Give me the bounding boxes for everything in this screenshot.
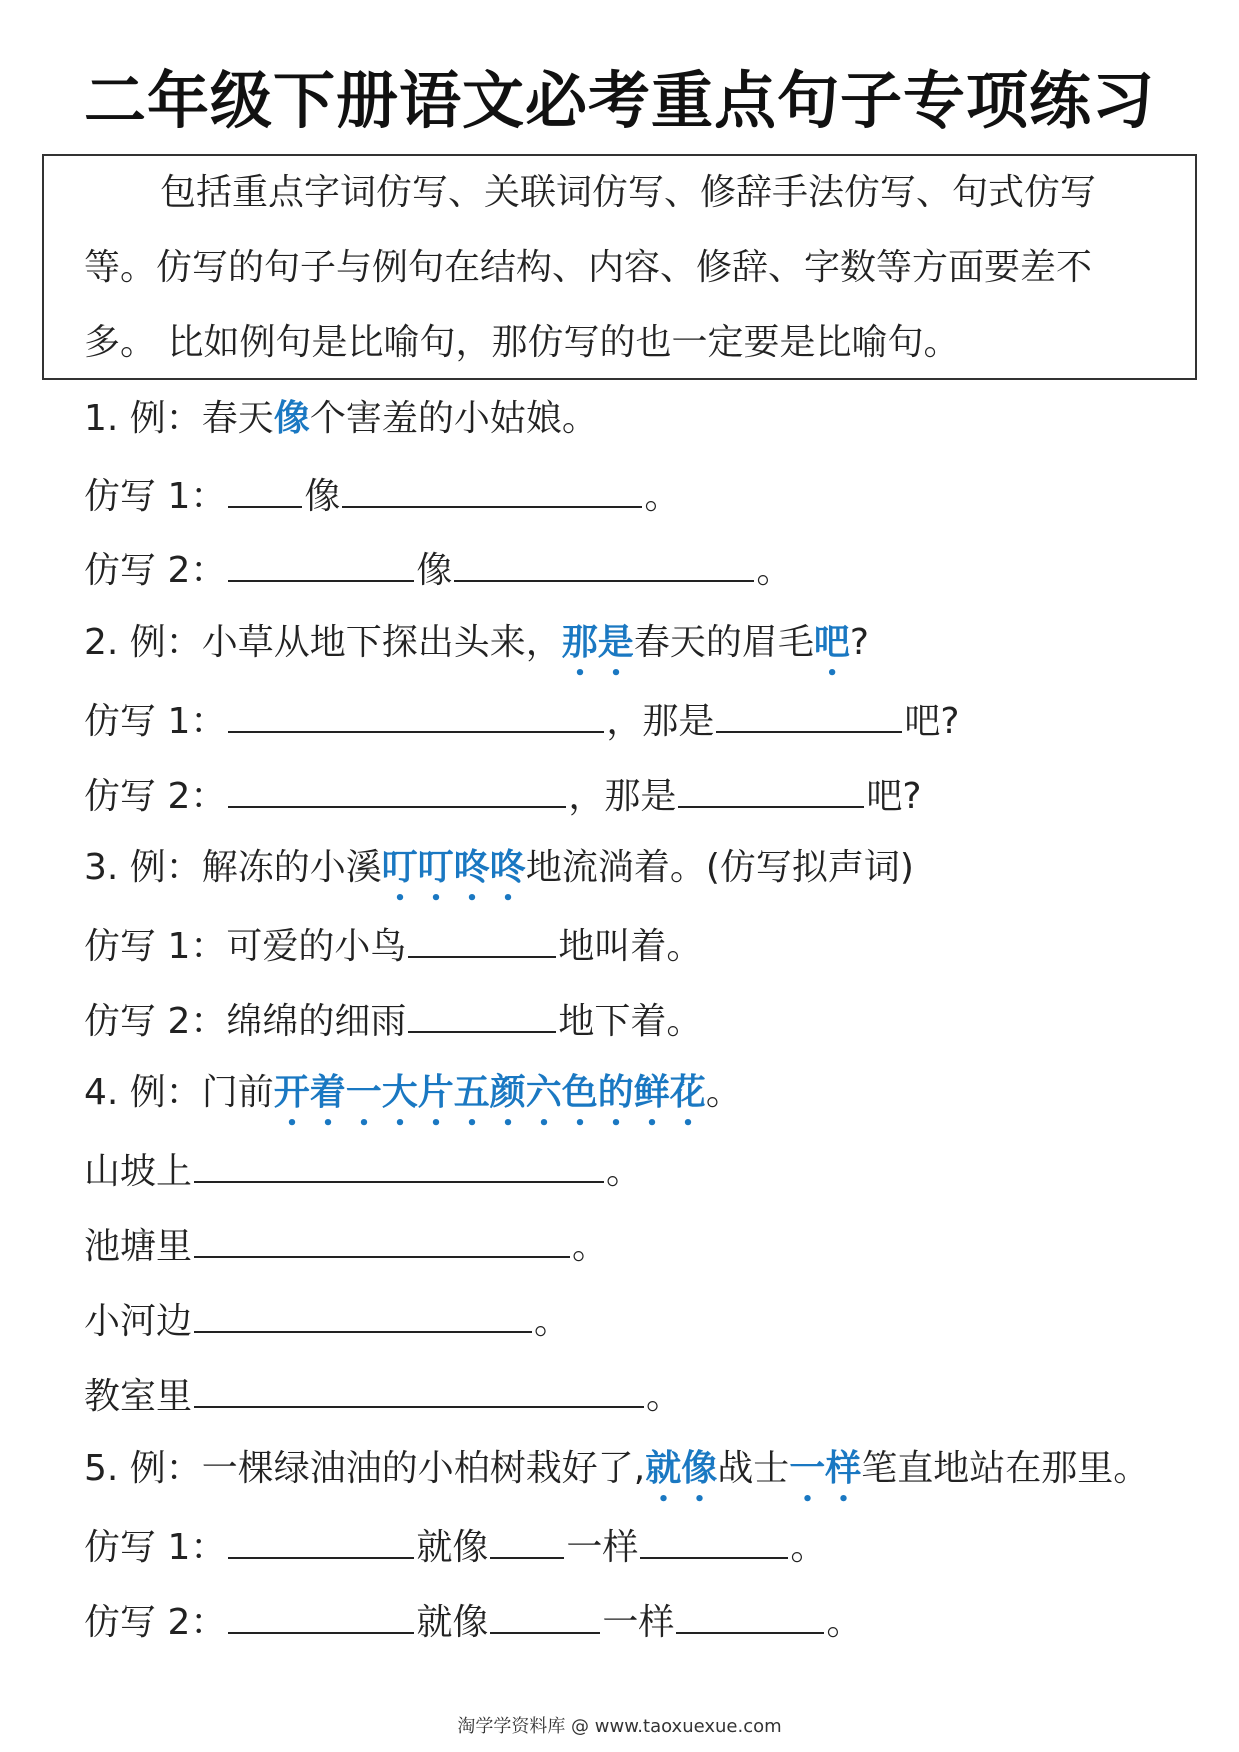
- answer-blank[interactable]: [228, 770, 566, 808]
- answer-blank[interactable]: [408, 920, 556, 958]
- q2-highlight-2: 吧: [813, 622, 850, 663]
- question-3: [84, 845, 914, 909]
- q4-line-end: 。: [534, 1301, 571, 1342]
- answer-blank[interactable]: [228, 544, 414, 582]
- question-5: [84, 1446, 1149, 1510]
- page-title: 二年级下册语文必考重点句子专项练习: [83, 64, 1155, 137]
- q2-a1-label: 仿写 1：: [84, 701, 227, 742]
- q5-suffix: 笔直地站在那里。: [861, 1448, 1150, 1489]
- answer-blank[interactable]: [408, 995, 556, 1033]
- q1-a1-mid: 像: [304, 476, 341, 517]
- q4-line-label: 教室里: [84, 1376, 193, 1417]
- q5-a1-m1: 就像: [416, 1527, 489, 1568]
- q4-line-4: [84, 1370, 682, 1420]
- q4-line-label: 山坡上: [84, 1151, 193, 1192]
- q4-line-3: [84, 1295, 570, 1345]
- q4-highlight: 开着一大片五颜六色的鲜花: [273, 1072, 706, 1113]
- q2-suffix: ?: [849, 622, 869, 663]
- q4-line-1: [84, 1145, 642, 1195]
- q1-prefix: 1. 例：春天: [84, 398, 274, 439]
- intro-line-1: 包括重点字词仿写、关联词仿写、修辞手法仿写、句式仿写: [160, 172, 1097, 213]
- intro-line-2: 等。仿写的句子与例句在结构、内容、修辞、字数等方面要差不: [84, 247, 1093, 288]
- q5-middle: 战士: [717, 1448, 790, 1489]
- answer-blank[interactable]: [194, 1370, 644, 1408]
- q5-answer-2: [84, 1596, 862, 1646]
- answer-blank[interactable]: [228, 1596, 414, 1634]
- q2-answer-1: [84, 695, 959, 745]
- q5-highlight-1: 就像: [645, 1448, 718, 1489]
- answer-blank[interactable]: [194, 1220, 570, 1258]
- q4-line-end: 。: [646, 1376, 683, 1417]
- q5-prefix: 5. 例：一棵绿油油的小柏树栽好了,: [84, 1448, 646, 1489]
- q5-a2-m1: 就像: [416, 1602, 489, 1643]
- answer-blank[interactable]: [194, 1145, 604, 1183]
- q1-answer-1: [84, 470, 680, 520]
- q4-line-end: 。: [606, 1151, 643, 1192]
- answer-blank[interactable]: [228, 695, 604, 733]
- footer-watermark: 淘学学资料库 @ www.taoxuexue.com: [457, 1716, 782, 1737]
- q1-suffix: 个害羞的小姑娘。: [309, 398, 598, 439]
- answer-blank[interactable]: [676, 1596, 824, 1634]
- q1-highlight: 像: [273, 398, 310, 439]
- q5-highlight-2: 一样: [789, 1448, 862, 1489]
- q1-a1-end: 。: [644, 476, 681, 517]
- q4-prefix: 4. 例：门前: [84, 1072, 274, 1113]
- q2-a2-mid: ，那是: [568, 776, 677, 817]
- q5-a2-end: 。: [826, 1602, 863, 1643]
- q3-highlight: 叮叮咚咚: [381, 847, 526, 888]
- q1-answer-2: [84, 544, 792, 594]
- q4-line-label: 池塘里: [84, 1226, 193, 1267]
- q2-answer-2: [84, 770, 921, 820]
- answer-blank[interactable]: [194, 1295, 532, 1333]
- answer-blank[interactable]: [716, 695, 902, 733]
- q1-a2-label: 仿写 2：: [84, 550, 227, 591]
- q2-prefix: 2. 例：小草从地下探出头来，: [84, 622, 562, 663]
- q5-a2-label: 仿写 2：: [84, 1602, 227, 1643]
- q3-suffix: 地流淌着。(仿写拟声词): [525, 847, 914, 888]
- q2-a1-mid: ，那是: [606, 701, 715, 742]
- q3-a2-label: 仿写 2：绵绵的细雨: [84, 1001, 407, 1042]
- answer-blank[interactable]: [342, 470, 642, 508]
- intro-line-3: 多。 比如例句是比喻句，那仿写的也一定要是比喻句。: [84, 322, 960, 363]
- q2-a2-end: 吧?: [866, 776, 922, 817]
- answer-blank[interactable]: [228, 1521, 414, 1559]
- answer-blank[interactable]: [640, 1521, 788, 1559]
- q3-answer-1: [84, 920, 702, 970]
- q3-prefix: 3. 例：解冻的小溪: [84, 847, 382, 888]
- q3-a2-end: 地下着。: [558, 1001, 703, 1042]
- answer-blank[interactable]: [454, 544, 754, 582]
- answer-blank[interactable]: [228, 470, 302, 508]
- q3-a1-label: 仿写 1：可爱的小鸟: [84, 926, 407, 967]
- q2-middle: 春天的眉毛: [633, 622, 814, 663]
- q3-a1-end: 地叫着。: [558, 926, 703, 967]
- answer-blank[interactable]: [490, 1521, 564, 1559]
- q4-line-label: 小河边: [84, 1301, 193, 1342]
- question-2: [84, 620, 869, 684]
- q5-a1-m2: 一样: [566, 1527, 639, 1568]
- q4-line-end: 。: [572, 1226, 609, 1267]
- answer-blank[interactable]: [490, 1596, 600, 1634]
- q1-a2-end: 。: [756, 550, 793, 591]
- question-4: [84, 1070, 742, 1134]
- q2-a2-label: 仿写 2：: [84, 776, 227, 817]
- q5-a1-end: 。: [790, 1527, 827, 1568]
- q1-a1-label: 仿写 1：: [84, 476, 227, 517]
- q3-answer-2: [84, 995, 702, 1045]
- q1-a2-mid: 像: [416, 550, 453, 591]
- answer-blank[interactable]: [678, 770, 864, 808]
- q5-a2-m2: 一样: [602, 1602, 675, 1643]
- q4-line-2: [84, 1220, 608, 1270]
- q2-highlight-1: 那是: [561, 622, 634, 663]
- question-1: [84, 396, 598, 442]
- q5-a1-label: 仿写 1：: [84, 1527, 227, 1568]
- q4-suffix: 。: [705, 1072, 742, 1113]
- q5-answer-1: [84, 1521, 826, 1571]
- q2-a1-end: 吧?: [904, 701, 960, 742]
